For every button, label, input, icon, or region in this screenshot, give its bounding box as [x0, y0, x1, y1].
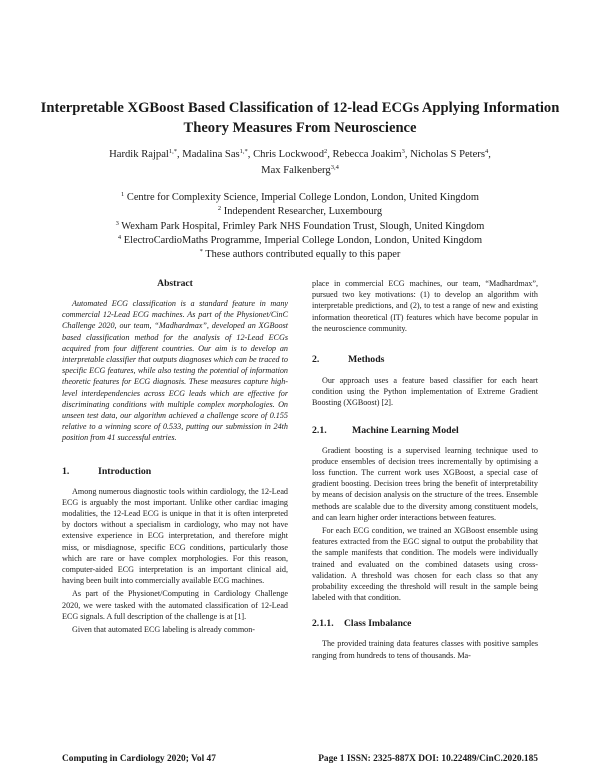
intro-paragraph-2: As part of the Physionet/Computing in Cardiology Challenge 2020, we were tasked with the automated classification of 12-Lead ECG signals. A full description of the challenge is at [1]. — [62, 589, 288, 621]
author-name: Nicholas S Peters — [410, 149, 485, 160]
section-title: Methods — [348, 354, 385, 366]
intro-paragraph-1: Among numerous diagnostic tools within cardiology, the 12-Lead ECG is arguably the most important. Unlike other cardiac imaging modalities, the 12-Lead ECG is unique in that it is often interpreted by doctors without a specialism in cardiology, who may not have extensive experience in ECG interpretation, and therefore might miss, or misdiagnose, specific ECG conditions, particularly those which are rare or have complex morphologies. For this reason, computer-aided ECG interpretation is an important clinical aid, having been built into commercially available ECG machines. — [62, 486, 288, 586]
affiliation-text: ElectroCardioMaths Programme, Imperial College London, London, United Kingdom — [123, 234, 483, 246]
footer-page-info: Page 1 ISSN: 2325-887X DOI: 10.22489/CinC.2020.185 — [318, 754, 538, 764]
affiliation-marker: 2 — [217, 205, 222, 213]
affiliation — [40, 205, 560, 219]
intro-continued-paragraph: place in commercial ECG machines, our team, “Madhardmax”, pursued two key motivations: (1) to develop an algorithm with interpretable predictions, and (2), to test a range of new and existing information theoretical (IT) features which have become popular in the neuroscience community. — [312, 279, 538, 333]
section-title: Introduction — [98, 465, 152, 477]
author-affiliation-marker: 3,4 — [330, 164, 339, 171]
author-separator: , — [488, 149, 491, 160]
author — [410, 149, 491, 160]
author-affiliation-marker: 1,* — [239, 148, 248, 155]
section-heading-methods — [312, 354, 538, 365]
paper-title: Interpretable XGBoost Based Classification of 12-lead ECGs Applying Information Theory Measures From Neuroscience — [40, 100, 560, 136]
author-list — [40, 147, 560, 179]
affiliation-list — [40, 191, 560, 262]
author-separator: , — [247, 149, 254, 160]
ml-paragraph-1: Gradient boosting is a supervised learning technique used to produce ensembles of decision trees incrementally by optimising a loss function. The current work uses XGBoost, a special case of gradient boosting. Decision trees bring the benefit of interpretability by means of decision analysis on the structure of the trees. Ensemble methods are scalable due to the diversity among constituent models, and can learn higher order interactions between features. — [312, 445, 538, 522]
author-affiliation-marker: 4 — [484, 148, 489, 155]
author — [333, 149, 411, 160]
affiliation — [40, 234, 560, 248]
left-column — [62, 278, 288, 635]
affiliation-text: Wexham Park Hospital, Frimley Park NHS Foundation Trust, Slough, United Kingdom — [121, 220, 485, 232]
methods-paragraph: Our approach uses a feature based classifier for each heart condition using the Python implementation of Extreme Gradient Boosting (XGBoost) [2]. — [312, 376, 538, 408]
section-number: 2. — [312, 354, 320, 366]
subsubsection-heading-class-imbalance — [312, 618, 538, 629]
subsection-heading-ml-model — [312, 425, 538, 436]
subsection-number: 2.1. — [312, 424, 327, 436]
abstract-heading: Abstract — [157, 278, 193, 289]
subsection-title: Machine Learning Model — [352, 424, 459, 436]
affiliation — [40, 220, 560, 234]
affiliation-text: These authors contributed equally to this paper — [205, 249, 401, 261]
abstract-paragraph: Automated ECG classification is a standard feature in many commercial 12-Lead ECG machines. As part of the Physionet/CinC Challenge 2020, our team, “Madhardmax”, developed an XGBoost based classification method for the analysis of 12-Lead ECGs acquired from four different countries. Our aim is to develop an interpretable classifier that outputs diagnoses which can be traced to specific ECG features, while also testing the potential of information theoretic features for ECG diagnosis. These measures capture high-level interdependencies across ECG leads which are effective for discriminating conditions with multiple complex morphologies. On unseen test data, our algorithm achieved a challenge score of 0.155 relative to a winning score of 0.533, putting our submission in 24th position from 41 successful entries. — [62, 299, 288, 443]
section-heading-introduction — [62, 466, 288, 477]
author — [109, 149, 182, 160]
class-imbalance-paragraph: The provided training data features classes with positive samples ranging from hundreds to tens of thousands. Ma- — [312, 639, 538, 660]
author-affiliation-marker: 2 — [324, 148, 328, 155]
author-affiliation-marker: 1,* — [168, 148, 177, 155]
affiliation-text: Centre for Complexity Science, Imperial College London, London, United Kingdom — [126, 192, 479, 203]
author-name: Madalina Sas — [182, 149, 240, 160]
subsubsection-title: Class Imbalance — [344, 618, 412, 630]
author — [253, 149, 332, 160]
footer-journal: Computing in Cardiology 2020; Vol 47 — [62, 754, 216, 764]
abstract-body — [62, 298, 288, 444]
intro-paragraph-3: Given that automated ECG labeling is already common- — [72, 625, 255, 635]
affiliation-marker: 1 — [121, 191, 125, 198]
affiliation — [40, 191, 560, 205]
affiliation-marker: * — [199, 248, 203, 256]
author-separator: , — [404, 149, 411, 160]
author — [261, 165, 339, 176]
author-affiliation-marker: 3 — [401, 148, 405, 155]
ml-paragraph-2: For each ECG condition, we trained an XGBoost ensemble using features extracted from the EGC signal to output the probability that the sample manifests that condition. The models were individually trained and evaluated on the combined datasets using cross-validation. A threshold was chosen for each class so that any probability exceeding the threshold will result in the sample being labeled with that condition. — [312, 526, 538, 603]
affiliation-text: Independent Researcher, Luxembourg — [223, 206, 383, 218]
author-name: Max Falkenberg — [261, 165, 331, 176]
author — [182, 149, 253, 160]
author-name: Rebecca Joakim — [332, 149, 402, 160]
affiliation-marker: 3 — [115, 219, 119, 227]
author-separator: , — [327, 149, 333, 160]
affiliation-marker: 4 — [117, 233, 122, 241]
author-name: Hardik Rajpal — [109, 149, 169, 160]
author-separator: , — [176, 149, 183, 160]
affiliation — [40, 248, 560, 262]
right-column — [312, 278, 538, 661]
section-number: 1. — [62, 465, 70, 477]
subsubsection-number: 2.1.1. — [312, 618, 334, 630]
author-name: Chris Lockwood — [253, 149, 324, 160]
